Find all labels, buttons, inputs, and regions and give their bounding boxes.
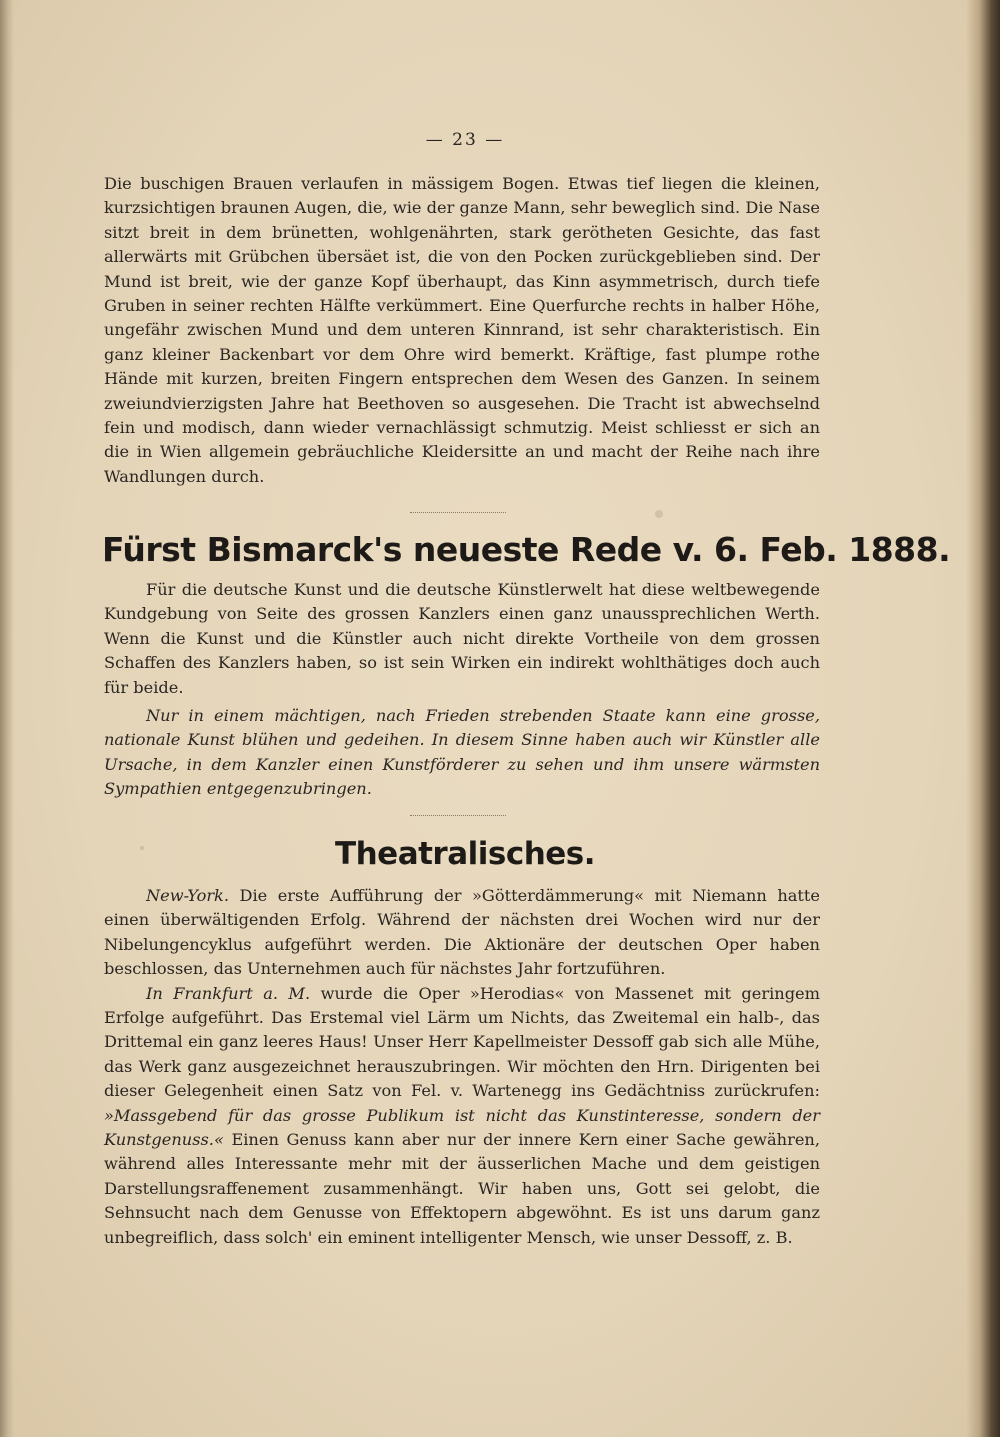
paragraph-new-york (104, 884, 820, 982)
paragraph-text: Die erste Aufführung der »Götterdämmerung« mit Niemann hatte einen überwältigenden Erfolg. Während der nächsten drei Wochen wird nur der Nibelungencyklus aufgeführt werden. Die Aktionäre der deutschen Oper haben beschlossen, das Unternehmen auch für nächstes Jahr fortzuführen. (104, 886, 820, 979)
section-divider (410, 512, 506, 515)
paper-stain (655, 510, 663, 518)
lead-place-new-york: New-York. (146, 886, 230, 905)
section-divider (410, 815, 506, 818)
page-edge-left (0, 0, 14, 1437)
quotation: »Massgebend für das grosse Publikum ist nicht das Kunstinteresse, sondern der Kunstgenuss.« (104, 1105, 820, 1150)
paragraph-text: Die buschigen Brauen verlaufen in mässigem Bogen. Etwas tief liegen die kleinen, kurzsichtigen braunen Augen, die, wie der ganze Mann, sehr beweglich sind. Die Nase sitzt breit in dem brünetten, wohlgenährten, stark gerötheten Gesichte, das fast allerwärts mit Grübchen übersäet ist, die von den Pocken zurückgeblieben sind. Der Mund ist breit, wie der ganze Kopf überhaupt, das Kinn asymmetrisch, durch tiefe Gruben in seiner rechten Hälfte verkümmert. Eine Querfurche rechts in halber Höhe, ungefähr zwischen Mund und dem unteren Kinnrand, ist sehr charakteristisch. Ein ganz kleiner Backenbart vor dem Ohre wird bemerkt. Kräftige, fast plumpe rothe Hände mit kurzen, breiten Fingern entsprechen dem Wesen des Ganzen. In seinem zweiundvierzigsten Jahre hat Beethoven so ausgesehen. Die Tracht ist abwechselnd fein und modisch, dann wieder vernachlässigt schmutzig. Meist schliesst er sich an die in Wien allgemein gebräuchliche Kleidersitte an und macht der Reihe nach ihre Wandlungen durch. (104, 174, 820, 486)
paragraph-text: Für die deutsche Kunst und die deutsche Künstlerwelt hat diese weltbewegende Kundgebung von Seite des grossen Kanzlers einen ganz unaussprechlichen Werth. Wenn die Kunst und die Künstler auch nicht direkte Vortheile von dem grossen Schaffen des Kanzlers haben, so ist sein Wirken ein indirekt wohlthätiges doch auch für beide. (104, 580, 820, 697)
body-paragraphs-theatralisches (104, 884, 820, 1250)
paragraph-text: Einen Genuss kann aber nur der innere Kern einer Sache gewähren, während alles Interessante mehr mit der äusserlichen Mache und dem geistigen Darstellungsraffenement zusammenhängt. Wir haben uns, Gott sei gelobt, die Sehnsucht nach dem Genusse von Effektopern abgewöhnt. Es ist uns darum ganz unbegreiflich, dass solch' ein eminent intelligenter Mensch, wie unser Dessoff, z. B. (104, 1130, 820, 1247)
lead-place-frankfurt: In Frankfurt a. M. (146, 983, 311, 1003)
body-paragraph-bismarck (104, 578, 820, 802)
paragraph-text: wurde die Oper »Herodias« von Massenet mit geringem Erfolge aufgeführt. Das Erstemal viel Lärm um Nichts, das Zweitemal ein halb-, das Drittemal ein ganz leeres Haus! Unser Herr Kapellmeister Dessoff gab sich alle Mühe, das Werk ganz ausgezeichnet herauszubringen. Wir möchten den Hrn. Dirigenten bei dieser Gelegenheit einen Satz von Fel. v. Wartenegg ins Gedächtniss zurückrufen: (104, 983, 820, 1101)
book-spine-right (966, 0, 1000, 1437)
section-heading-bismarck: Fürst Bismarck's neueste Rede v. 6. Feb. 1888. (102, 530, 951, 569)
italic-paragraph: Nur in einem mächtigen, nach Frieden strebenden Staate kann eine grosse, nationale Kunst blühen und gedeihen. In diesem Sinne haben auch wir Künstler alle Ursache, in dem Kanzler einen Kunstförderer zu sehen und ihm unsere wärmsten Sympathien entgegenzubringen. (104, 706, 820, 799)
paragraph-frankfurt (104, 982, 820, 1250)
body-paragraph-beethoven (104, 172, 820, 489)
section-heading-theatralisches: Theatralisches. (334, 836, 596, 872)
page-number: — 23 — (425, 130, 505, 150)
